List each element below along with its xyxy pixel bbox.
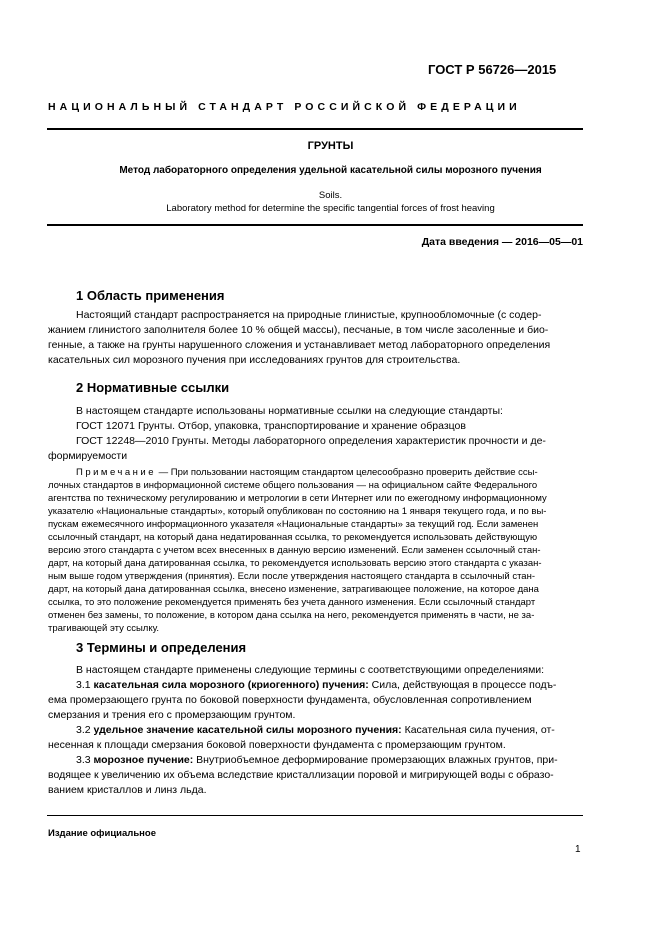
term-name: касательная сила морозного (криогенного) пучения: (93, 679, 369, 691)
section-2-line: ГОСТ 12071 Грунты. Отбор, упаковка, транспортирование и хранение образцов (76, 420, 466, 432)
term-3-3 (76, 754, 558, 766)
note-first-line (76, 467, 538, 478)
english-title-line-1: Soils. (318, 190, 343, 201)
term-name: морозное пучение: (93, 754, 194, 766)
note-label: Примечание (76, 467, 156, 478)
top-rule (47, 128, 583, 130)
official-edition-label: Издание официальное (48, 828, 156, 839)
section-2-line: ГОСТ 12248—2010 Грунты. Методы лабораторного определения характеристик прочности и де- (76, 435, 546, 447)
note-line: отменен без замены, то положение, в котором дана ссылка на него, рекомендуется применять в части, не за- (48, 610, 535, 621)
term-number: 3.3 (76, 754, 94, 766)
note-line: агентства по техническому регулированию и метрологии в сети Интернет или по ежегодному информационному (48, 493, 547, 504)
section-1-line: касательных сил морозного пучения при исследованиях грунтов для строительства. (48, 354, 461, 366)
section-1-line: генные, а также на грунты нарушенного сложения и устанавливает метод лабораторного определения (48, 339, 551, 351)
english-title-line-2: Laboratory method for determine the specific tangential forces of frost heaving (166, 203, 495, 214)
note-line: версию этого стандарта с учетом всех внесенных в данную версию изменений. Если заменен ссылочный стан- (48, 545, 541, 556)
section-3-heading: 3 Термины и определения (76, 640, 247, 655)
note-text: — При пользовании настоящим стандартом целесообразно проверить действие ссы- (156, 467, 538, 478)
term-definition: Сила, действующая в процессе подъ- (368, 679, 557, 691)
term-number: 3.1 (76, 679, 94, 691)
term-definition-line: ванием кристаллов и линз льда. (48, 784, 207, 796)
term-number: 3.2 (76, 724, 94, 736)
section-3-intro: В настоящем стандарте применены следующие термины с соответствующими определениями: (76, 664, 545, 676)
footer-rule (47, 815, 583, 816)
introduction-date: Дата введения — 2016—05—01 (421, 236, 583, 248)
section-1-line: Настоящий стандарт распространяется на природные глинистые, крупнообломочные (с содер- (76, 309, 542, 321)
term-definition: Внутриобъемное деформирование промерзающих влажных грунтов, при- (193, 754, 558, 766)
note-line: ссылка, то это положение рекомендуется применять без учета данного изменения. Если ссылочный стандарт (48, 597, 536, 608)
note-line: ссылочный стандарт, на который дана недатированная ссылка, то рекомендуется использовать действующую (48, 532, 538, 543)
document-subtitle: Метод лабораторного определения удельной касательной силы морозного пучения (119, 165, 542, 176)
standard-number: ГОСТ Р 56726—2015 (428, 62, 557, 77)
term-3-1 (76, 679, 556, 691)
note-line: дарт, на который дана датированная ссылка, то рекомендуется использовать версию этого стандарта с указан- (48, 558, 542, 569)
term-definition-line: водящее к увеличению их объема вследствие кристаллизации поровой и мигрирующей воды с образо- (48, 769, 554, 781)
term-definition: Касательная сила пучения, от- (401, 724, 555, 736)
note-line: дарт, на который дана датированная ссылка, внесено изменение, затрагивающее положение, на которое дана (48, 584, 539, 595)
section-2-heading: 2 Нормативные ссылки (76, 380, 230, 395)
document-title: ГРУНТЫ (307, 140, 354, 152)
page-number: 1 (575, 844, 581, 855)
note-line: ным выше годом утверждения (принятия). Если после утверждения настоящего стандарта в ссылочный стан- (48, 571, 536, 582)
term-definition-line: несенная к площади смерзания боковой поверхности фундамента с промерзающим грунтом. (48, 739, 506, 751)
note-line: пускам ежемесячного информационного указателя «Национальные стандарты» за текущий год. Если заменен (48, 519, 539, 530)
term-3-2 (76, 724, 555, 736)
note-line: лочных стандартов в информационной системе общего пользования — на официальном сайте Федерального (48, 480, 538, 491)
section-1-line: жанием глинистого заполнителя более 10 % общей массы), песчаные, в том числе засоленные и био- (48, 324, 549, 336)
title-rule (47, 224, 583, 226)
term-definition-line: смерзания и трения его с промерзающим грунтом. (48, 709, 296, 721)
section-2-line: формируемости (48, 450, 128, 462)
section-2-line: В настоящем стандарте использованы нормативные ссылки на следующие стандарты: (76, 405, 503, 417)
section-1-heading: 1 Область применения (76, 288, 225, 303)
national-standard-heading: НАЦИОНАЛЬНЫЙ СТАНДАРТ РОССИЙСКОЙ ФЕДЕРАЦИИ (48, 101, 521, 113)
note-line: указателю «Национальные стандарты», который опубликован по состоянию на 1 января текущего года, и по вы- (48, 506, 547, 517)
term-name: удельное значение касательной силы морозного пучения: (93, 724, 402, 736)
note-line: трагивающей эту ссылку. (48, 623, 160, 634)
term-definition-line: ема промерзающего грунта по боковой поверхности фундамента, обусловленная сопротивлением (48, 694, 532, 706)
